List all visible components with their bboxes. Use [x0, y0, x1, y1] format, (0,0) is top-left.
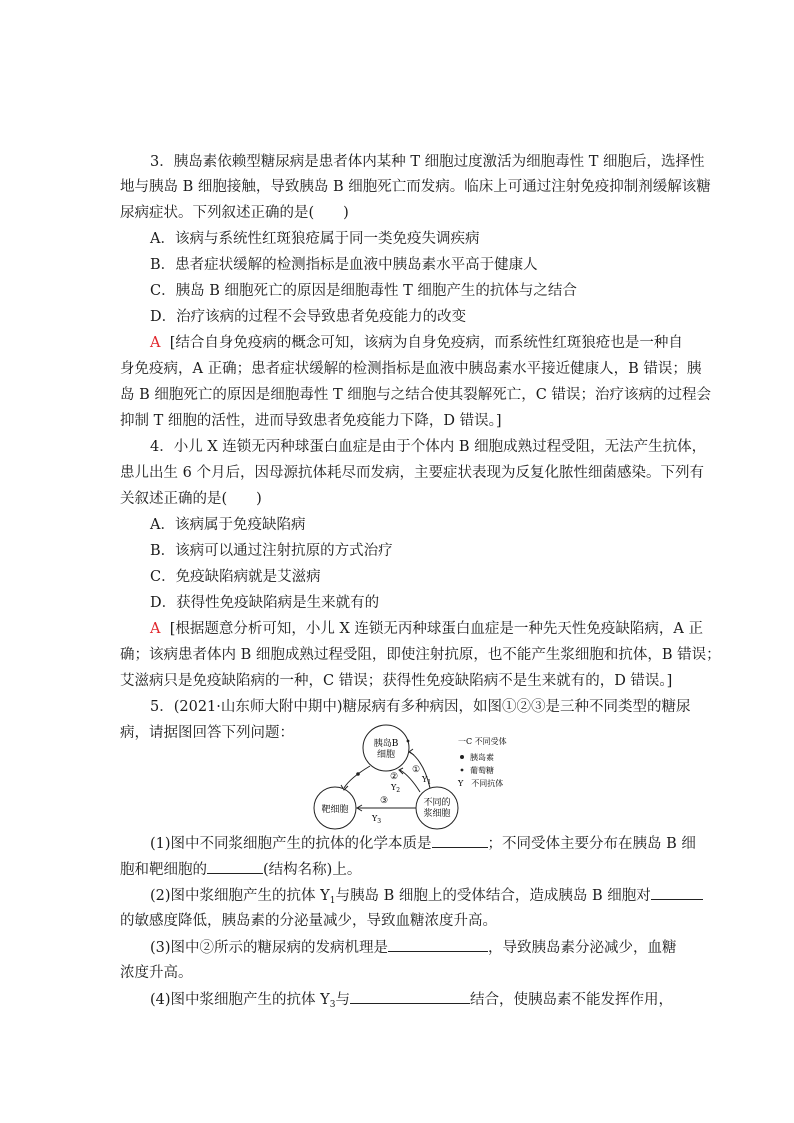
q4-answer-line-2: 确；该病患者体内 B 细胞成熟过程受阻，即使注射抗原，也不能产生浆细胞和抗体，B 错误； [120, 647, 721, 663]
plasma-cell-label-2: 浆细胞 [423, 809, 451, 819]
glucose-dot [407, 740, 410, 743]
legend-glucose: 葡萄糖 [470, 766, 494, 775]
legend-glucose-dot [461, 769, 464, 772]
q5-sub2-line-2: 的敏感度降低，胰岛素的分泌量减少，导致血糖浓度升高。 [120, 913, 497, 929]
q3-answer-line-2: 身免疫病，A 正确；患者症状缓解的检测指标是血液中胰岛素水平接近健康人，B 错误；胰 [120, 361, 702, 377]
mark-3: ③ [380, 796, 389, 806]
legend-insulin: 胰岛素 [470, 753, 494, 762]
q5-sub1-text-d: (结构名称)上。 [263, 862, 362, 878]
label-y3: $Y_3$ [372, 814, 382, 825]
diabetes-mechanism-diagram [300, 722, 530, 832]
q4-stem-line-2: 患儿出生 6 个月后，因母源抗体耗尽而发病，主要症状表现为反复化脓性细菌感染。下列有 [120, 465, 704, 481]
q3-stem-line-3: 尿病症状。下列叙述正确的是( ) [120, 205, 349, 221]
arrow-islet-to-target [344, 766, 370, 788]
q4-stem-line-1: 4．小儿 X 连锁无丙种球蛋白血症是由于个体内 B 细胞成熟过程受阻，无法产生抗体， [150, 439, 707, 455]
q5-sub1-text-c: 胞和靶细胞的 [120, 862, 207, 878]
q5-sub2-text-b: 与胰岛 B 细胞上的受体结合，造成胰岛 B 细胞对 [335, 888, 651, 904]
answer-blank-3[interactable] [651, 885, 703, 900]
answer-blank-5[interactable] [350, 989, 470, 1004]
q3-explanation-start: [结合自身免疫病的概念可知，该病为自身免疫病，而系统性红斑狼疮也是一种自 [169, 335, 683, 351]
q5-sub2-subscript: 1 [329, 896, 336, 906]
q3-option-a: A．该病与系统性红斑狼疮属于同一类免疫失调疾病 [150, 231, 480, 247]
q3-option-b: B．患者症状缓解的检测指标是血液中胰岛素水平高于健康人 [150, 257, 538, 273]
q5-sub3-text-b: ，导致胰岛素分泌减少，血糖 [488, 940, 677, 956]
q5-sub4-text-b: 与 [335, 992, 350, 1008]
mark-2: ② [390, 772, 399, 782]
plasma-cell-label-1: 不同的 [423, 798, 451, 808]
insulin-dot [356, 772, 360, 776]
q4-option-d: D．获得性免疫缺陷病是生来就有的 [150, 595, 380, 611]
plasma-cell-node [416, 787, 458, 829]
q3-answer-line-1 [150, 333, 683, 353]
label-y1: $Y_1$ [422, 775, 432, 786]
legend-receptor: 一C 不同受体 [458, 737, 507, 746]
q5-sub4-text-a: (4)图中浆细胞产生的抗体 Y [150, 992, 330, 1008]
q5-sub4-text-c: 结合，使胰岛素不能发挥作用， [469, 992, 673, 1008]
q5-sub3-line-2: 浓度升高。 [120, 965, 193, 981]
q5-sub4-line-1 [150, 989, 673, 1015]
q4-option-b: B．该病可以通过注射抗原的方式治疗 [150, 543, 393, 559]
answer-blank-4[interactable] [388, 937, 488, 952]
q5-sub1-line-1 [150, 833, 696, 854]
q5-stem-line-2: 病，请据图回答下列问题： [120, 725, 294, 741]
islet-b-cell-label-1: 胰岛B [373, 739, 399, 749]
q5-sub3-line-1 [150, 937, 677, 958]
arrowhead-y1 [409, 749, 414, 755]
q5-sub3-text-a: (3)图中②所示的糖尿病的发病机理是 [150, 940, 389, 956]
q5-sub4-subscript: 3 [329, 1000, 336, 1010]
legend-antibody: Y 不同抗体 [458, 779, 504, 788]
q5-sub1-line-2 [120, 859, 361, 880]
q5-sub1-text-b: ；不同受体主要分布在胰岛 B 细 [487, 836, 696, 852]
q5-sub1-text-a: (1)图中不同浆细胞产生的抗体的化学本质是 [150, 836, 432, 852]
q3-answer-line-4: 抑制 T 细胞的活性，进而导致患者免疫能力下降，D 错误。] [120, 413, 502, 429]
answer-blank-1[interactable] [432, 833, 488, 848]
q5-sub2-text-a: (2)图中浆细胞产生的抗体 Y [150, 888, 330, 904]
q4-option-a: A．该病属于免疫缺陷病 [150, 517, 306, 533]
q4-option-c: C．免疫缺陷病就是艾滋病 [150, 569, 321, 585]
mark-1: ① [412, 765, 421, 775]
q4-answer-line-3: 艾滋病只是免疫缺陷病的一种，C 错误；获得性免疫缺陷病不是生来就有的，D 错误。] [120, 673, 673, 689]
label-y2: $Y_2$ [391, 783, 401, 794]
islet-b-cell-label-2: 细胞 [376, 750, 396, 760]
q3-stem-line-2: 地与胰岛 B 细胞接触，导致胰岛 B 细胞死亡而发病。临床上可通过注射免疫抑制剂缓解该糖 [120, 179, 711, 195]
q3-option-d: D．治疗该病的过程不会导致患者免疫能力的改变 [150, 309, 467, 325]
legend-insulin-dot [460, 755, 464, 759]
q4-answer-line-1 [150, 619, 703, 639]
answer-blank-2[interactable] [207, 859, 263, 874]
q5-stem-line-1: 5．(2021·山东师大附中期中)糖尿病有多种病因，如图①②③是三种不同类型的糖尿 [150, 699, 691, 715]
q4-explanation-start: [根据题意分析可知，小儿 X 连锁无丙种球蛋白血症是一种先天性免疫缺陷病，A 正 [169, 621, 703, 637]
q3-stem-line-1: 3．胰岛素依赖型糖尿病是患者体内某种 T 细胞过度激活为细胞毒性 T 细胞后，选择性 [150, 154, 705, 170]
q3-answer-line-3: 岛 B 细胞死亡的原因是细胞毒性 T 细胞与之结合使其裂解死亡，C 错误；治疗该病的过程会 [120, 387, 711, 403]
target-cell-label: 靶细胞 [321, 805, 349, 815]
q3-option-c: C．胰岛 B 细胞死亡的原因是细胞毒性 T 细胞产生的抗体与之结合 [150, 283, 577, 299]
q5-sub2-line-1 [150, 885, 703, 911]
q4-stem-line-3: 关叙述正确的是( ) [120, 491, 262, 507]
q3-answer-letter: A [150, 335, 161, 351]
q4-answer-letter: A [150, 621, 161, 637]
